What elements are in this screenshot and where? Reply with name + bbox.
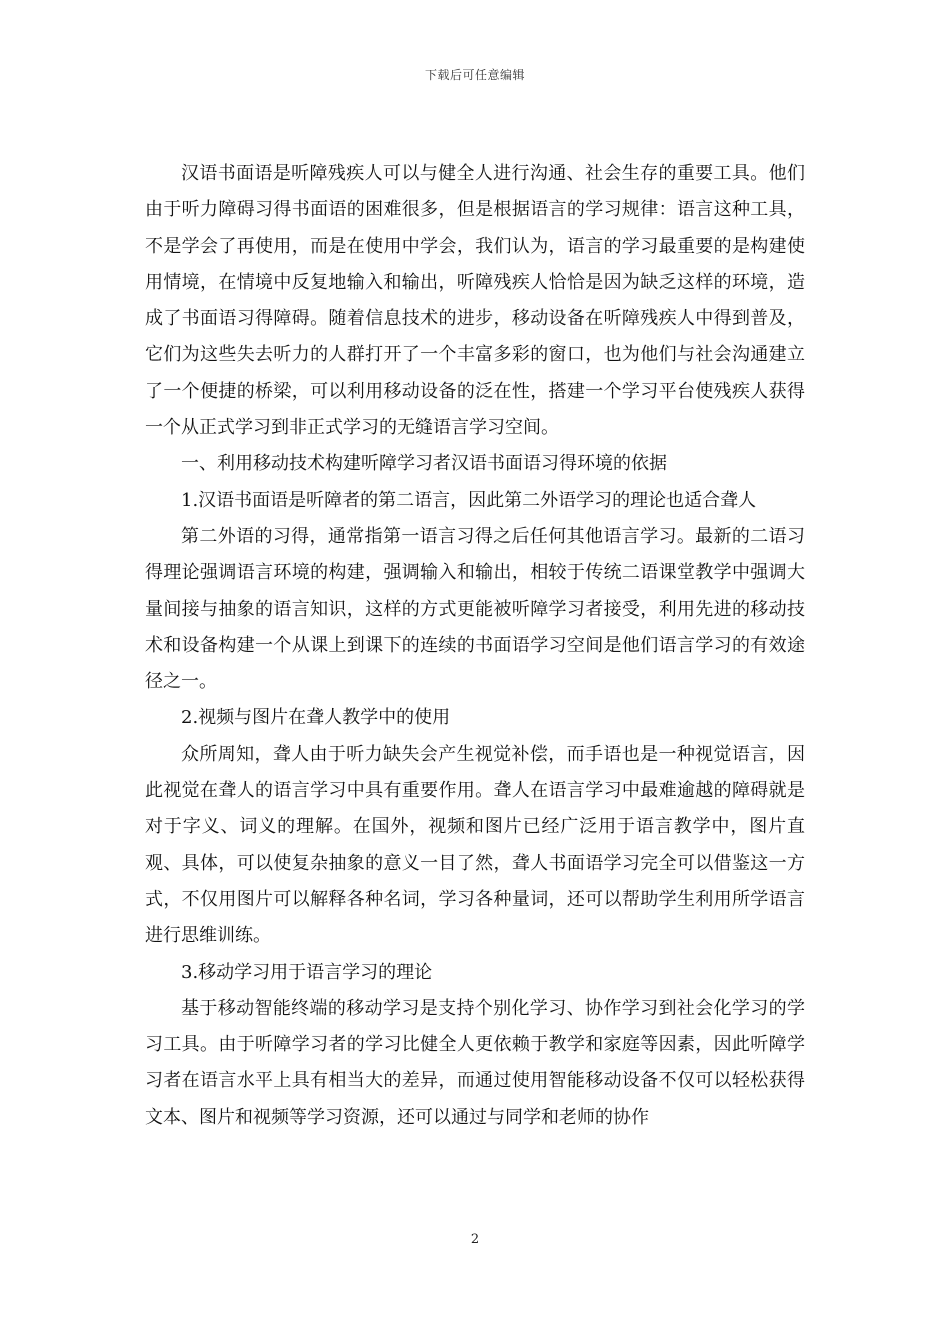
paragraph-intro: 汉语书面语是听障残疾人可以与健全人进行沟通、社会生存的重要工具。他们由于听力障碍习得书面语的困难很多，但是根据语言的学习规律：语言这种工具，不是学会了再使用，而是在使用中学会，我们认为，语言的学习最重要的是构建使用情境，在情境中反复地输入和输出，听障残疾人恰恰是因为缺乏这样的环境，造成了书面语习得障碍。随着信息技术的进步，移动设备在听障残疾人中得到普及，它们为这些失去听力的人群打开了一个丰富多彩的窗口，也为他们与社会沟通建立了一个便捷的桥梁，可以利用移动设备的泛在性，搭建一个学习平台使残疾人获得一个从正式学习到非正式学习的无缝语言学习空间。 [145, 163, 805, 439]
page-header: 下载后可任意编辑 [424, 68, 525, 82]
subheading-2: 2.视频与图片在聋人教学中的使用 [181, 707, 451, 729]
subheading-1: 1.汉语书面语是听障者的第二语言，因此第二外语学习的理论也适合聋人 [181, 489, 757, 511]
paragraph-mobile-learning: 基于移动智能终端的移动学习是支持个别化学习、协作学习到社会化学习的学习工具。由于听障学习者的学习比健全人更依赖于教学和家庭等因素，因此听障学习者在语言水平上具有相当大的差异，而通过使用智能移动设备不仅可以轻松获得文本、图片和视频等学习资源，还可以通过与同学和老师的协作 [145, 997, 805, 1128]
subheading-3: 3.移动学习用于语言学习的理论 [181, 961, 433, 983]
paragraph-second-language: 第二外语的习得，通常指第一语言习得之后任何其他语言学习。最新的二语习得理论强调语言环境的构建，强调输入和输出，相较于传统二语课堂教学中强调大量间接与抽象的语言知识，这样的方式更能被听障学习者接受，利用先进的移动技术和设备构建一个从课上到课下的连续的书面语学习空间是他们语言学习的有效途径之一。 [145, 525, 805, 693]
section-heading-1: 一、利用移动技术构建听障学习者汉语书面语习得环境的依据 [181, 453, 667, 475]
page-number: 2 [470, 1232, 480, 1247]
document-body [145, 156, 805, 1136]
paragraph-video-images: 众所周知，聋人由于听力缺失会产生视觉补偿，而手语也是一种视觉语言，因此视觉在聋人的语言学习中具有重要作用。聋人在语言学习中最难逾越的障碍就是对于字义、词义的理解。在国外，视频和图片已经广泛用于语言教学中，图片直观、具体，可以使复杂抽象的意义一目了然，聋人书面语学习完全可以借鉴这一方式，不仅用图片可以解释各种名词，学习各种量词，还可以帮助学生利用所学语言进行思维训练。 [145, 743, 805, 947]
